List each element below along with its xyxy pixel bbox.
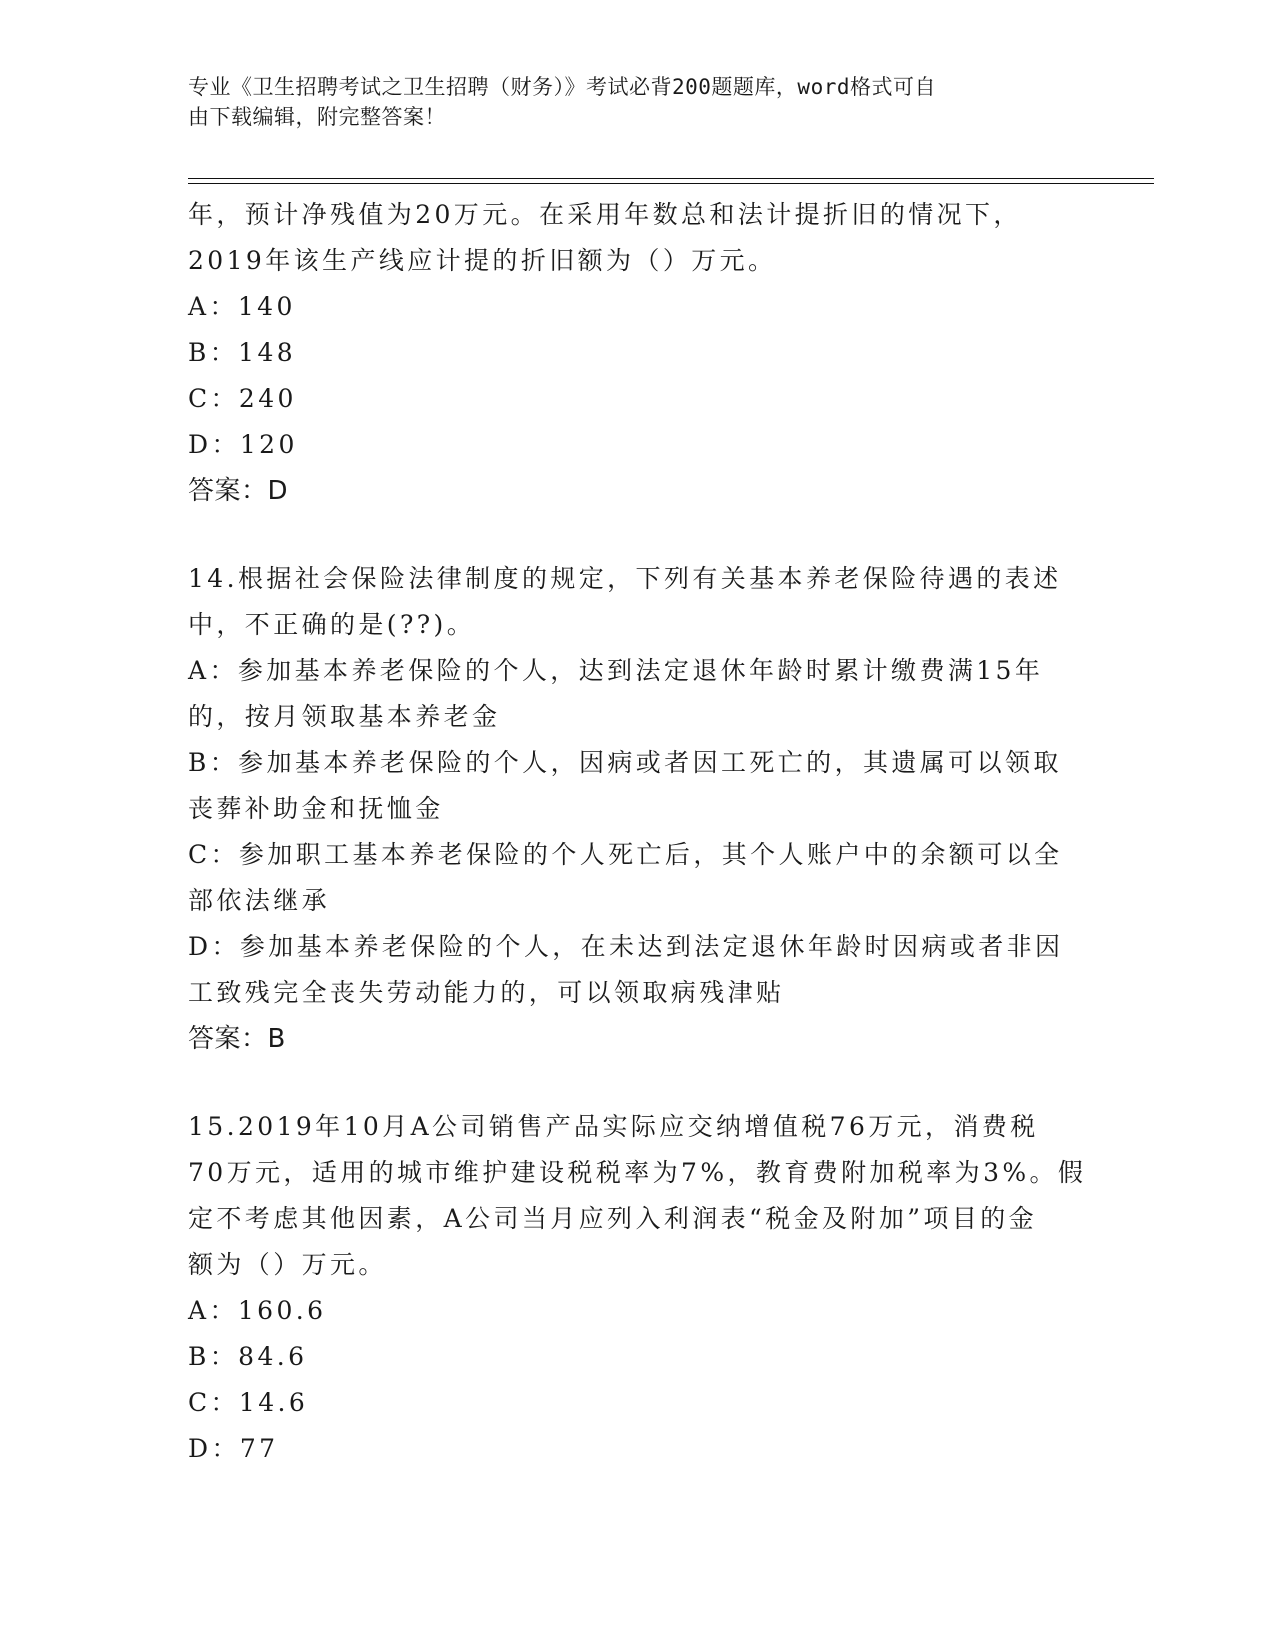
option-c: C：参加职工基本养老保险的个人死亡后，其个人账户中的余额可以全 (188, 840, 1063, 869)
option-d: D：120 (188, 430, 298, 459)
option-a: A：参加基本养老保险的个人，达到法定退休年龄时累计缴费满15年 (188, 656, 1044, 685)
answer-label: 答案：D (188, 476, 289, 506)
option-d: D：77 (188, 1434, 279, 1463)
option-c: C：14.6 (188, 1388, 309, 1417)
option-b: B：参加基本养老保险的个人，因病或者因工死亡的，其遗属可以领取 (188, 748, 1062, 777)
answer-label: 答案：B (188, 1024, 286, 1054)
question-13 (188, 192, 1088, 514)
question-stem-line: 年，预计净残值为20万元。在采用年数总和法计提折旧的情况下， (188, 200, 1022, 229)
question-stem-line: 70万元，适用的城市维护建设税税率为7%，教育费附加税率为3%。假 (188, 1158, 1087, 1187)
option-b-continued: 丧葬补助金和抚恤金 (188, 794, 444, 823)
question-stem-line: 额为（）万元。 (188, 1250, 387, 1279)
question-stem-line: 中，不正确的是(??)。 (188, 610, 476, 639)
question-stem-line: 14.根据社会保险法律制度的规定，下列有关基本养老保险待遇的表述 (188, 564, 1062, 593)
option-a-continued: 的，按月领取基本养老金 (188, 702, 501, 731)
header-divider-top (188, 178, 1154, 179)
document-header (188, 72, 1088, 132)
option-a: A：160.6 (188, 1296, 327, 1325)
option-d: D：参加基本养老保险的个人，在未达到法定退休年龄时因病或者非因 (188, 932, 1064, 961)
question-stem-line: 2019年该生产线应计提的折旧额为（）万元。 (188, 246, 777, 275)
option-a: A：140 (188, 292, 296, 321)
option-b: B：148 (188, 338, 297, 367)
option-c-continued: 部依法继承 (188, 886, 331, 915)
question-list (188, 192, 1088, 1472)
header-line-1: 专业《卫生招聘考试之卫生招聘（财务）》考试必背200题题库，word格式可自 (188, 75, 936, 99)
header-line-2: 由下载编辑，附完整答案！ (188, 105, 446, 129)
question-15 (188, 1104, 1088, 1472)
option-b: B：84.6 (188, 1342, 308, 1371)
option-d-continued: 工致残完全丧失劳动能力的，可以领取病残津贴 (188, 978, 785, 1007)
question-14 (188, 556, 1088, 1062)
question-stem-line: 15.2019年10月A公司销售产品实际应交纳增值税76万元，消费税 (188, 1112, 1039, 1141)
option-c: C：240 (188, 384, 297, 413)
question-stem-line: 定不考虑其他因素，A公司当月应列入利润表“税金及附加”项目的金 (188, 1204, 1038, 1233)
header-divider-bottom (188, 183, 1154, 184)
